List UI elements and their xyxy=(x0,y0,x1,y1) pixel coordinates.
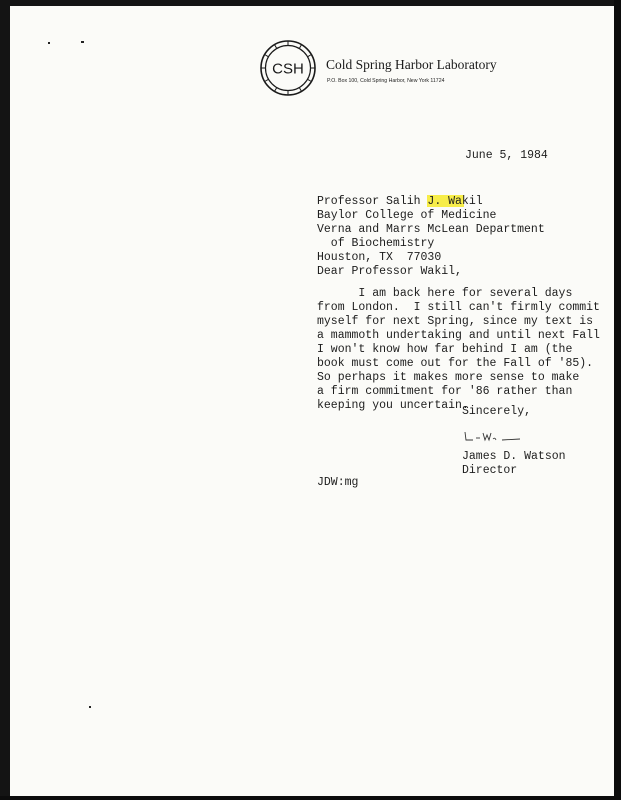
recipient-department: Verna and Marrs McLean Department xyxy=(317,223,545,236)
signer-name: James D. Watson xyxy=(462,450,566,463)
body-line: keeping you uncertain. xyxy=(317,399,469,412)
handwritten-signature xyxy=(462,428,526,446)
logo-text: CSH xyxy=(272,60,304,78)
body-line: a mammoth undertaking and until next Fall xyxy=(317,329,600,342)
body-line: from London. I still can't firmly commit xyxy=(317,301,600,314)
organization-address: P.O. Box 100, Cold Spring Harbor, New York 11724 xyxy=(327,78,445,84)
signer-title: Director xyxy=(462,464,518,477)
csh-logo xyxy=(258,38,318,98)
reference-initials: JDW:mg xyxy=(317,476,359,489)
recipient-city: Houston, TX 77030 xyxy=(317,251,442,264)
body-line: I won't know how far behind I am (the xyxy=(317,343,573,356)
body-line: I am back here for several days xyxy=(317,287,573,300)
organization-name: Cold Spring Harbor Laboratory xyxy=(326,57,497,72)
body-line: myself for next Spring, since my text is xyxy=(317,315,594,328)
page-edge-bottom xyxy=(0,796,621,800)
speck-mark xyxy=(48,42,50,44)
body-line: So perhaps it makes more sense to make xyxy=(317,371,580,384)
recipient-name: Professor Salih J. Wakil xyxy=(317,195,483,208)
letter-page xyxy=(10,6,614,796)
page-edge-right xyxy=(614,0,621,800)
recipient-institution: Baylor College of Medicine xyxy=(317,209,497,222)
salutation: Dear Professor Wakil, xyxy=(317,265,462,278)
speck-mark xyxy=(81,41,84,43)
body-line: book must come out for the Fall of '85). xyxy=(317,357,594,370)
speck-mark xyxy=(89,706,91,708)
body-line: a firm commitment for '86 rather than xyxy=(317,385,573,398)
recipient-department-cont: of Biochemistry xyxy=(317,237,435,250)
letter-date: June 5, 1984 xyxy=(465,149,548,162)
closing: Sincerely, xyxy=(462,405,532,418)
